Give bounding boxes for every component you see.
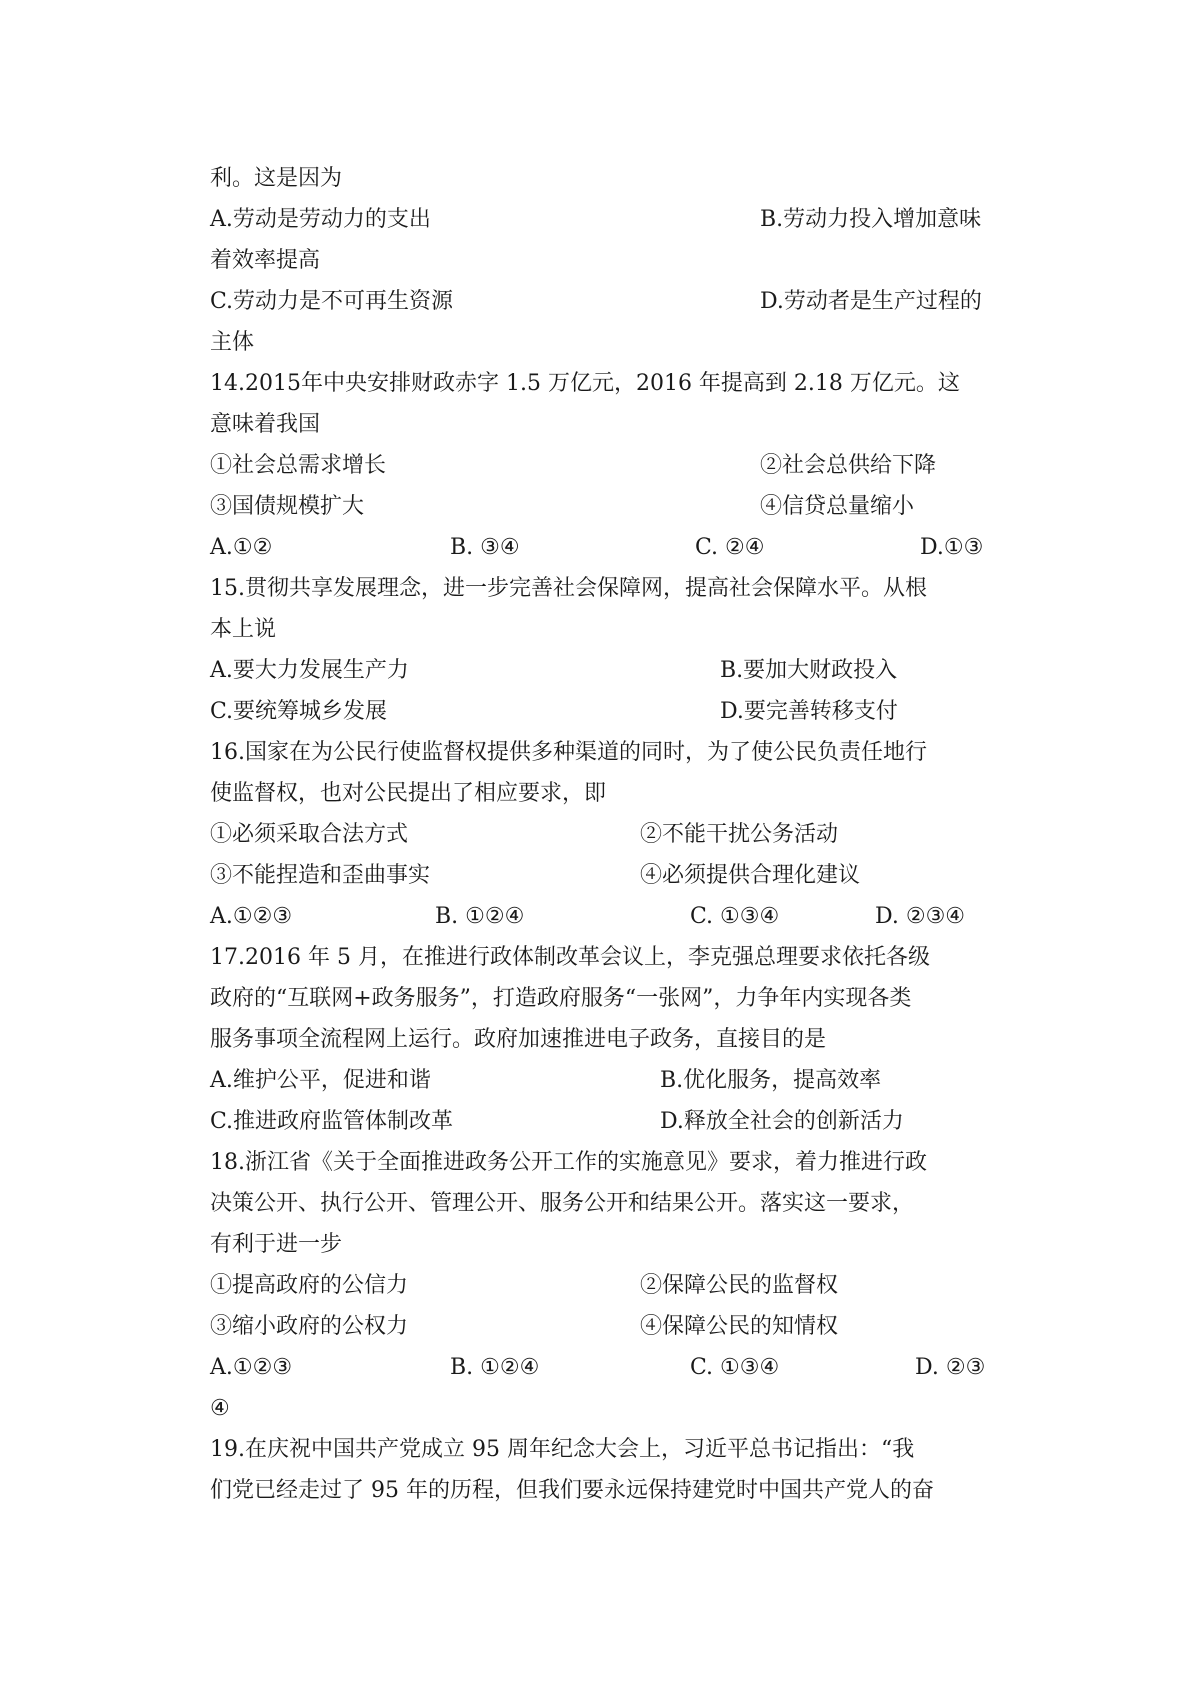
statement-1: ①必须采取合法方式 <box>210 822 409 847</box>
document-body <box>210 158 1010 1511</box>
answer-choices-row <box>210 1347 1010 1388</box>
choice-a: A.①②③ <box>210 1355 293 1380</box>
statements-row <box>210 1306 1010 1347</box>
statement-3: ③缩小政府的公权力 <box>210 1314 409 1339</box>
statement-4: ④信贷总量缩小 <box>760 494 915 519</box>
question-15-stem: 15.贯彻共享发展理念，进一步完善社会保障网，提高社会保障水平。从根 <box>210 576 927 601</box>
option-d: D.要完善转移支付 <box>720 699 898 724</box>
option-b: B.劳动力投入增加意味 <box>760 207 982 232</box>
answer-choices-row <box>210 527 1010 568</box>
question-14-stem: 意味着我国 <box>210 412 321 437</box>
text-line: 着效率提高 <box>210 248 321 273</box>
question-19-stem: 们党已经走过了 95 年的历程，但我们要永远保持建党时中国共产党人的奋 <box>210 1478 934 1503</box>
statements-row <box>210 445 1010 486</box>
option-c: C.推进政府监管体制改革 <box>210 1109 454 1134</box>
text-line: 利。这是因为 <box>210 166 343 191</box>
choice-d: D. ②③ <box>915 1355 986 1380</box>
statement-2: ②社会总供给下降 <box>760 453 937 478</box>
question-14-stem: 14.2015年中央安排财政赤字 1.5 万亿元，2016 年提高到 2.18 万亿元。这 <box>210 371 960 396</box>
question-17-stem: 政府的“互联网+政务服务”，打造政府服务“一张网”，力争年内实现各类 <box>210 986 912 1011</box>
choice-b: B. ①②④ <box>450 1355 540 1380</box>
text-line: 主体 <box>210 330 255 355</box>
question-18-stem: 决策公开、执行公开、管理公开、服务公开和结果公开。落实这一要求， <box>210 1191 915 1216</box>
options-row <box>210 1060 1010 1101</box>
statements-row <box>210 486 1010 527</box>
choice-c: C. ①③④ <box>690 1355 780 1380</box>
choice-a: A.①②③ <box>210 904 293 929</box>
options-row <box>210 650 1010 691</box>
question-17-stem: 服务事项全流程网上运行。政府加速推进电子政务，直接目的是 <box>210 1027 827 1052</box>
choice-b: B. ①②④ <box>435 904 525 929</box>
statement-2: ②保障公民的监督权 <box>640 1273 839 1298</box>
statement-1: ①社会总需求增长 <box>210 453 387 478</box>
option-b: B.要加大财政投入 <box>720 658 898 683</box>
statement-2: ②不能干扰公务活动 <box>640 822 839 847</box>
choice-d: D.①③ <box>920 535 984 560</box>
question-16-stem: 16.国家在为公民行使监督权提供多种渠道的同时，为了使公民负责任地行 <box>210 740 927 765</box>
options-row <box>210 199 1010 240</box>
question-18-stem: 18.浙江省《关于全面推进政务公开工作的实施意见》要求，着力推进行政 <box>210 1150 927 1175</box>
statement-1: ①提高政府的公信力 <box>210 1273 409 1298</box>
options-row <box>210 691 1010 732</box>
choice-c: C. ①③④ <box>690 904 780 929</box>
choice-d-wrap: ④ <box>210 1396 230 1421</box>
choice-c: C. ②④ <box>695 535 765 560</box>
options-row <box>210 281 1010 322</box>
statement-3: ③国债规模扩大 <box>210 494 365 519</box>
question-18-stem: 有利于进一步 <box>210 1232 343 1257</box>
option-c: C.劳动力是不可再生资源 <box>210 289 454 314</box>
answer-choices-row <box>210 896 1010 937</box>
question-16-stem: 使监督权，也对公民提出了相应要求，即 <box>210 781 607 806</box>
statement-4: ④必须提供合理化建议 <box>640 863 861 888</box>
choice-b: B. ③④ <box>450 535 520 560</box>
option-d: D.释放全社会的创新活力 <box>660 1109 904 1134</box>
statement-3: ③不能捏造和歪曲事实 <box>210 863 431 888</box>
choice-d: D. ②③④ <box>875 904 966 929</box>
question-17-stem: 17.2016 年 5 月，在推进行政体制改革会议上，李克强总理要求依托各级 <box>210 945 930 970</box>
question-15-stem: 本上说 <box>210 617 277 642</box>
statements-row <box>210 1265 1010 1306</box>
option-a: A.维护公平，促进和谐 <box>210 1068 431 1093</box>
statements-row <box>210 855 1010 896</box>
option-a: A.劳动是劳动力的支出 <box>210 207 431 232</box>
option-b: B.优化服务，提高效率 <box>660 1068 882 1093</box>
choice-a: A.①② <box>210 535 273 560</box>
option-d: D.劳动者是生产过程的 <box>760 289 982 314</box>
statement-4: ④保障公民的知情权 <box>640 1314 839 1339</box>
option-c: C.要统筹城乡发展 <box>210 699 388 724</box>
options-row <box>210 1101 1010 1142</box>
question-19-stem: 19.在庆祝中国共产党成立 95 周年纪念大会上，习近平总书记指出：“我 <box>210 1437 915 1462</box>
option-a: A.要大力发展生产力 <box>210 658 409 683</box>
statements-row <box>210 814 1010 855</box>
